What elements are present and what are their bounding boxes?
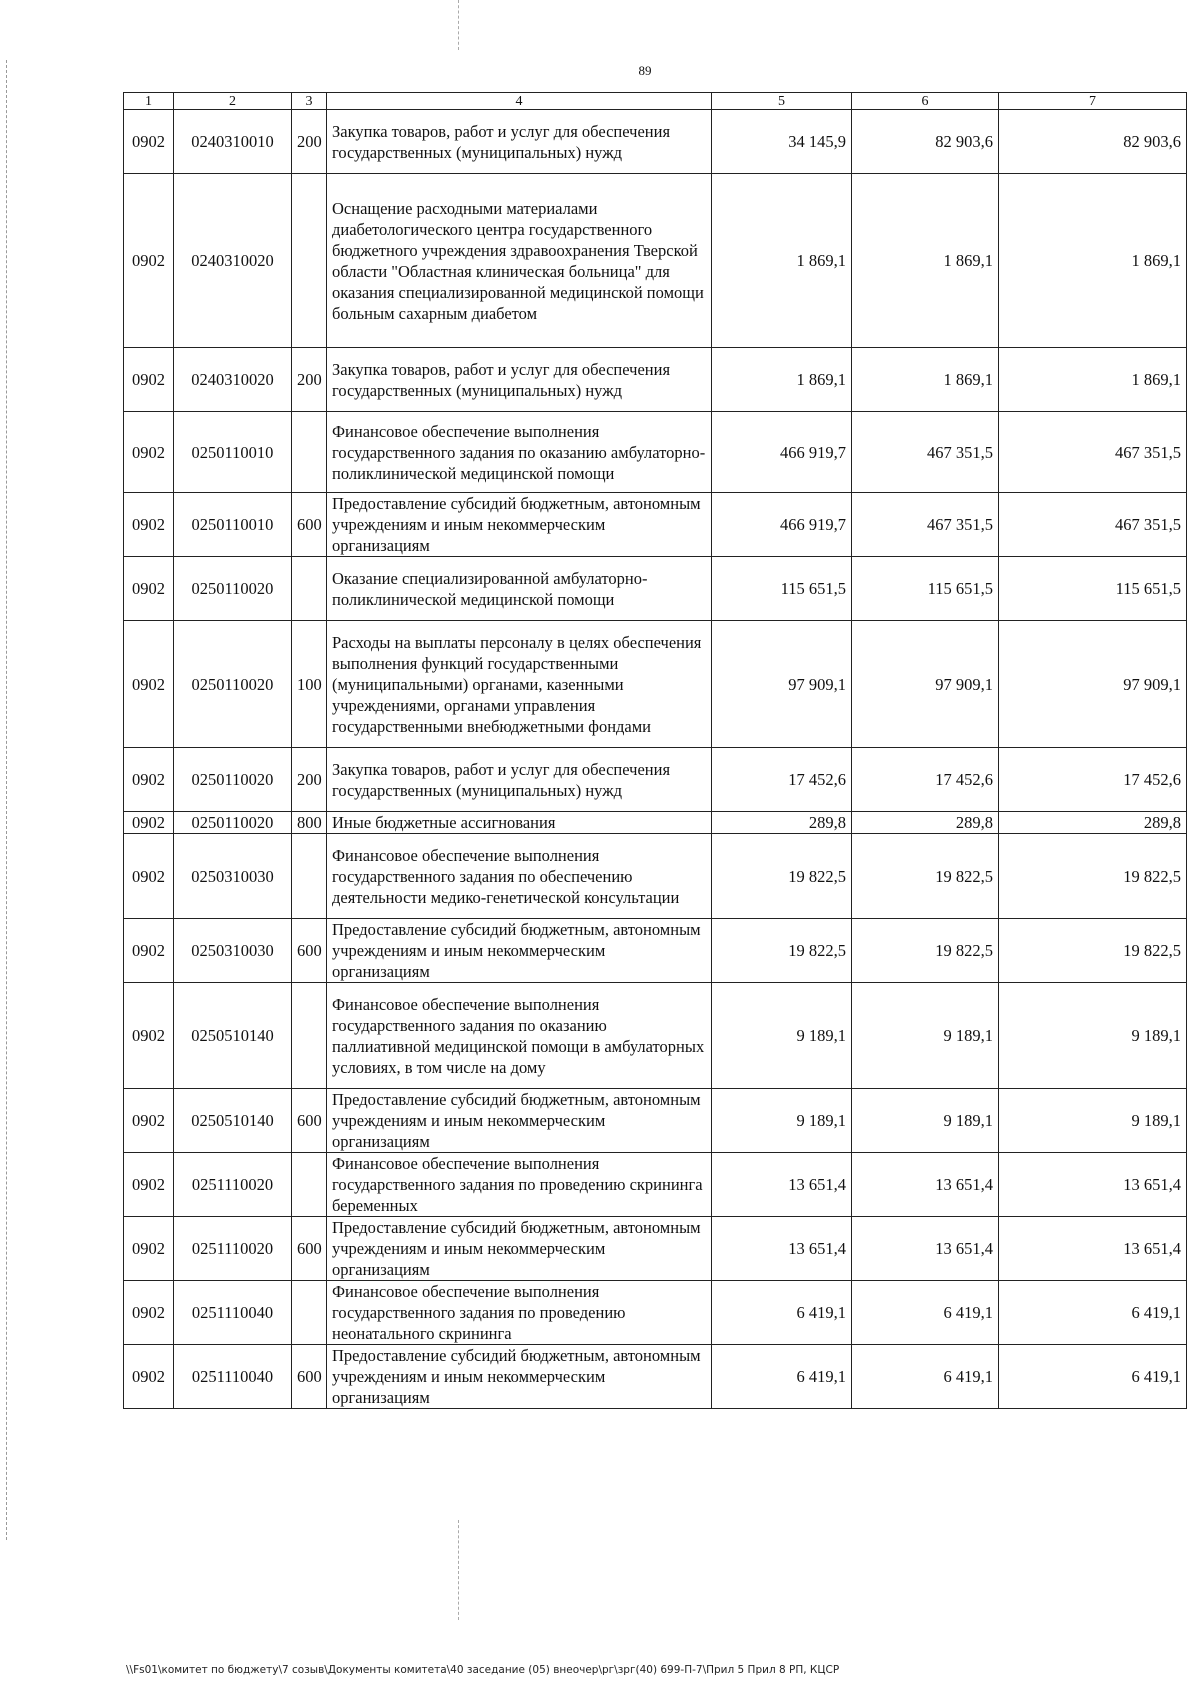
target-code-cell: 0250110010 (174, 412, 292, 493)
expense-type-cell (292, 1281, 327, 1345)
budget-table (123, 92, 1187, 1409)
description-cell: Оснащение расходными материалами диабетологического центра государственного бюджетного учреждения здравоохранения Тверской области "Областная клиническая больница" для оказания специализированной медицинской помощи больным сахарным диабетом (327, 174, 712, 348)
amount-col7-cell: 289,8 (999, 812, 1187, 834)
page-number: 89 (638, 63, 652, 78)
section-code-cell: 0902 (124, 1217, 174, 1281)
expense-type-cell: 600 (292, 1217, 327, 1281)
table-row (124, 557, 1187, 621)
amount-col6-cell: 9 189,1 (852, 983, 999, 1089)
target-code-cell: 0250310030 (174, 834, 292, 919)
section-code-cell: 0902 (124, 919, 174, 983)
section-code-cell: 0902 (124, 834, 174, 919)
amount-col7-cell: 82 903,6 (999, 110, 1187, 174)
column-header: 6 (852, 93, 999, 110)
amount-col6-cell: 19 822,5 (852, 919, 999, 983)
file-path-footer: \\Fs01\комитет по бюджету\7 созыв\Документы комитета\40 заседание (05) внеочер\рг\зрг(40) 699-П-7\Прил 5 Прил 8 РП, КЦСР (126, 1664, 840, 1676)
amount-col5-cell: 289,8 (712, 812, 852, 834)
expense-type-cell: 200 (292, 348, 327, 412)
target-code-cell: 0250510140 (174, 1089, 292, 1153)
amount-col7-cell: 467 351,5 (999, 412, 1187, 493)
amount-col7-cell: 1 869,1 (999, 348, 1187, 412)
section-code-cell: 0902 (124, 557, 174, 621)
table-row (124, 919, 1187, 983)
description-cell: Закупка товаров, работ и услуг для обеспечения государственных (муниципальных) нужд (327, 110, 712, 174)
amount-col7-cell: 6 419,1 (999, 1345, 1187, 1409)
expense-type-cell: 600 (292, 919, 327, 983)
target-code-cell: 0240310020 (174, 348, 292, 412)
amount-col7-cell: 9 189,1 (999, 983, 1187, 1089)
description-cell: Предоставление субсидий бюджетным, автономным учреждениям и иным некоммерческим организациям (327, 1217, 712, 1281)
amount-col6-cell: 1 869,1 (852, 174, 999, 348)
expense-type-cell (292, 1153, 327, 1217)
target-code-cell: 0250510140 (174, 983, 292, 1089)
table-row (124, 1345, 1187, 1409)
section-code-cell: 0902 (124, 174, 174, 348)
amount-col6-cell: 289,8 (852, 812, 999, 834)
amount-col7-cell: 9 189,1 (999, 1089, 1187, 1153)
column-header: 7 (999, 93, 1187, 110)
description-cell: Финансовое обеспечение выполнения государственного задания по оказанию паллиативной медицинской помощи в амбулаторных условиях, в том числе на дому (327, 983, 712, 1089)
table-row (124, 174, 1187, 348)
amount-col6-cell: 1 869,1 (852, 348, 999, 412)
column-header: 1 (124, 93, 174, 110)
amount-col5-cell: 9 189,1 (712, 1089, 852, 1153)
table-row (124, 621, 1187, 748)
description-cell: Расходы на выплаты персоналу в целях обеспечения выполнения функций государственными (муниципальными) органами, казенными учреждениями, органами управления государственными внебюджетными фондами (327, 621, 712, 748)
table-row (124, 983, 1187, 1089)
description-cell: Финансовое обеспечение выполнения государственного задания по оказанию амбулаторно-поликлинической медицинской помощи (327, 412, 712, 493)
table-row (124, 110, 1187, 174)
expense-type-cell: 800 (292, 812, 327, 834)
amount-col6-cell: 467 351,5 (852, 412, 999, 493)
amount-col7-cell: 6 419,1 (999, 1281, 1187, 1345)
scan-fold-line-bottom (458, 1520, 459, 1620)
table-row (124, 412, 1187, 493)
expense-type-cell (292, 412, 327, 493)
expense-type-cell (292, 834, 327, 919)
description-cell: Иные бюджетные ассигнования (327, 812, 712, 834)
column-header: 4 (327, 93, 712, 110)
description-cell: Предоставление субсидий бюджетным, автономным учреждениям и иным некоммерческим организациям (327, 919, 712, 983)
table-row (124, 834, 1187, 919)
table-row (124, 348, 1187, 412)
target-code-cell: 0250110020 (174, 748, 292, 812)
target-code-cell: 0251110040 (174, 1345, 292, 1409)
column-header: 2 (174, 93, 292, 110)
amount-col5-cell: 466 919,7 (712, 493, 852, 557)
scan-margin-line (6, 60, 7, 1540)
table-row (124, 1089, 1187, 1153)
table-row (124, 1217, 1187, 1281)
amount-col6-cell: 467 351,5 (852, 493, 999, 557)
target-code-cell: 0240310010 (174, 110, 292, 174)
amount-col5-cell: 6 419,1 (712, 1345, 852, 1409)
amount-col7-cell: 1 869,1 (999, 174, 1187, 348)
section-code-cell: 0902 (124, 493, 174, 557)
amount-col6-cell: 9 189,1 (852, 1089, 999, 1153)
section-code-cell: 0902 (124, 348, 174, 412)
amount-col7-cell: 13 651,4 (999, 1153, 1187, 1217)
amount-col6-cell: 115 651,5 (852, 557, 999, 621)
description-cell: Финансовое обеспечение выполнения государственного задания по проведению скрининга беременных (327, 1153, 712, 1217)
amount-col7-cell: 97 909,1 (999, 621, 1187, 748)
section-code-cell: 0902 (124, 1089, 174, 1153)
target-code-cell: 0251110020 (174, 1153, 292, 1217)
expense-type-cell: 200 (292, 748, 327, 812)
expense-type-cell (292, 983, 327, 1089)
amount-col5-cell: 115 651,5 (712, 557, 852, 621)
description-cell: Предоставление субсидий бюджетным, автономным учреждениям и иным некоммерческим организациям (327, 1345, 712, 1409)
column-header: 3 (292, 93, 327, 110)
expense-type-cell: 600 (292, 493, 327, 557)
description-cell: Предоставление субсидий бюджетным, автономным учреждениям и иным некоммерческим организациям (327, 1089, 712, 1153)
target-code-cell: 0251110020 (174, 1217, 292, 1281)
description-cell: Оказание специализированной амбулаторно-поликлинической медицинской помощи (327, 557, 712, 621)
table-row (124, 1281, 1187, 1345)
expense-type-cell (292, 174, 327, 348)
table-row (124, 812, 1187, 834)
section-code-cell: 0902 (124, 1345, 174, 1409)
section-code-cell: 0902 (124, 1281, 174, 1345)
table-row (124, 1153, 1187, 1217)
amount-col7-cell: 13 651,4 (999, 1217, 1187, 1281)
description-cell: Закупка товаров, работ и услуг для обеспечения государственных (муниципальных) нужд (327, 348, 712, 412)
target-code-cell: 0250310030 (174, 919, 292, 983)
amount-col5-cell: 13 651,4 (712, 1153, 852, 1217)
description-cell: Закупка товаров, работ и услуг для обеспечения государственных (муниципальных) нужд (327, 748, 712, 812)
section-code-cell: 0902 (124, 748, 174, 812)
table-row (124, 748, 1187, 812)
section-code-cell: 0902 (124, 412, 174, 493)
expense-type-cell (292, 557, 327, 621)
amount-col6-cell: 82 903,6 (852, 110, 999, 174)
column-header: 5 (712, 93, 852, 110)
expense-type-cell: 600 (292, 1345, 327, 1409)
amount-col6-cell: 6 419,1 (852, 1345, 999, 1409)
section-code-cell: 0902 (124, 983, 174, 1089)
amount-col5-cell: 9 189,1 (712, 983, 852, 1089)
expense-type-cell: 600 (292, 1089, 327, 1153)
section-code-cell: 0902 (124, 110, 174, 174)
column-number-row (124, 93, 1187, 110)
amount-col7-cell: 19 822,5 (999, 834, 1187, 919)
amount-col6-cell: 97 909,1 (852, 621, 999, 748)
expense-type-cell: 100 (292, 621, 327, 748)
amount-col7-cell: 19 822,5 (999, 919, 1187, 983)
amount-col6-cell: 6 419,1 (852, 1281, 999, 1345)
amount-col5-cell: 17 452,6 (712, 748, 852, 812)
target-code-cell: 0250110020 (174, 621, 292, 748)
amount-col5-cell: 13 651,4 (712, 1217, 852, 1281)
amount-col7-cell: 115 651,5 (999, 557, 1187, 621)
target-code-cell: 0250110020 (174, 557, 292, 621)
amount-col5-cell: 466 919,7 (712, 412, 852, 493)
amount-col5-cell: 34 145,9 (712, 110, 852, 174)
target-code-cell: 0250110020 (174, 812, 292, 834)
target-code-cell: 0240310020 (174, 174, 292, 348)
amount-col7-cell: 467 351,5 (999, 493, 1187, 557)
table-row (124, 493, 1187, 557)
amount-col5-cell: 6 419,1 (712, 1281, 852, 1345)
amount-col6-cell: 19 822,5 (852, 834, 999, 919)
expense-type-cell: 200 (292, 110, 327, 174)
target-code-cell: 0251110040 (174, 1281, 292, 1345)
description-cell: Финансовое обеспечение выполнения государственного задания по обеспечению деятельности медико-генетической консультации (327, 834, 712, 919)
amount-col5-cell: 1 869,1 (712, 174, 852, 348)
amount-col7-cell: 17 452,6 (999, 748, 1187, 812)
section-code-cell: 0902 (124, 812, 174, 834)
section-code-cell: 0902 (124, 621, 174, 748)
amount-col5-cell: 97 909,1 (712, 621, 852, 748)
scan-fold-line-top (458, 0, 459, 50)
amount-col5-cell: 19 822,5 (712, 834, 852, 919)
amount-col6-cell: 17 452,6 (852, 748, 999, 812)
section-code-cell: 0902 (124, 1153, 174, 1217)
amount-col6-cell: 13 651,4 (852, 1217, 999, 1281)
description-cell: Предоставление субсидий бюджетным, автономным учреждениям и иным некоммерческим организациям (327, 493, 712, 557)
amount-col5-cell: 19 822,5 (712, 919, 852, 983)
amount-col6-cell: 13 651,4 (852, 1153, 999, 1217)
target-code-cell: 0250110010 (174, 493, 292, 557)
description-cell: Финансовое обеспечение выполнения государственного задания по проведению неонатального скрининга (327, 1281, 712, 1345)
amount-col5-cell: 1 869,1 (712, 348, 852, 412)
